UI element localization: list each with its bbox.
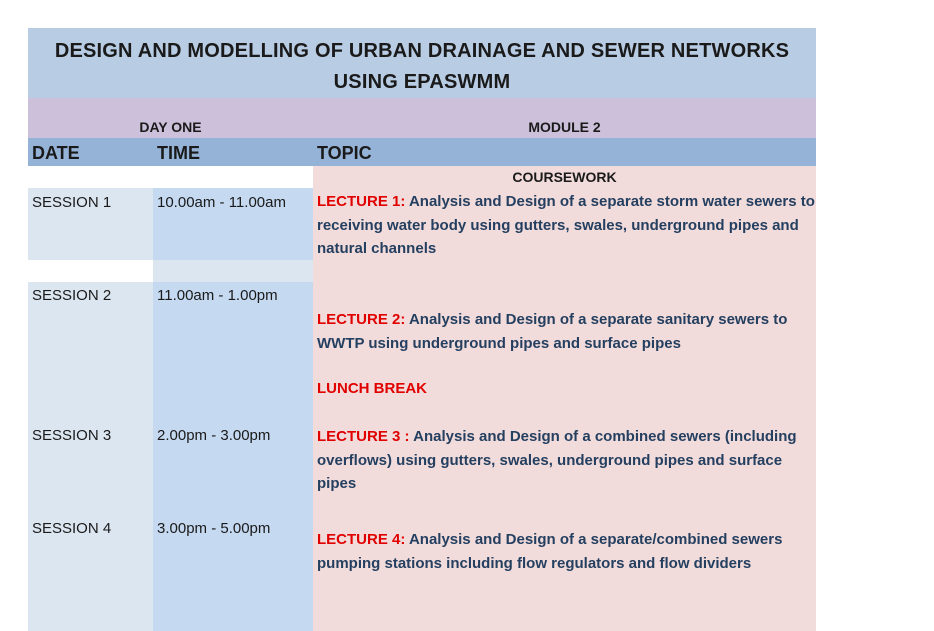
title-line-1: DESIGN AND MODELLING OF URBAN DRAINAGE AND SEWER NETWORKS: [54, 40, 790, 62]
lecture-4-description: Analysis and Design of a separate/combined sewers pumping stations including flow regulators and flow dividers: [317, 531, 783, 572]
lecture-3-description: Analysis and Design of a combined sewers (including overflows) using gutters, swales, underground pipes and surface pipes: [317, 428, 797, 492]
lecture-1-description: Analysis and Design of a separate storm water sewers to receiving water body using gutters, swales, underground pipes and natural channels: [317, 193, 815, 257]
column-header-date: DATE: [32, 143, 80, 163]
title-line-2: USING EPASWMM: [333, 71, 511, 93]
session-4-label: SESSION 4: [32, 520, 112, 537]
session-3-time: 2.00pm - 3.00pm: [157, 427, 271, 444]
lecture-2-topic: [317, 308, 816, 355]
session-1-time: 10.00am - 11.00am: [157, 194, 286, 211]
date-cell-sessions-2-4: [28, 282, 153, 631]
module-label: MODULE 2: [528, 119, 601, 135]
session-4-time: 3.00pm - 5.00pm: [157, 520, 271, 537]
session-2-label: SESSION 2: [32, 287, 112, 304]
column-header-topic: TOPIC: [317, 143, 372, 163]
lecture-3-label: LECTURE 3 :: [317, 428, 410, 445]
lecture-4-topic: [317, 528, 816, 575]
lecture-2-description: Analysis and Design of a separate sanitary sewers to WWTP using underground pipes and surface pipes: [317, 311, 788, 352]
lecture-2-label: LECTURE 2:: [317, 311, 406, 328]
session-3-label: SESSION 3: [32, 427, 112, 444]
coursework-label: COURSEWORK: [512, 169, 617, 185]
time-cell-sessions-2-4: [153, 282, 313, 631]
lecture-1-topic: [317, 190, 816, 261]
page-title: [28, 36, 816, 98]
column-header-time: TIME: [157, 143, 200, 163]
lecture-4-label: LECTURE 4:: [317, 531, 406, 548]
day-label: DAY ONE: [139, 119, 202, 135]
lecture-1-label: LECTURE 1:: [317, 193, 406, 210]
lunch-break-label: LUNCH BREAK: [317, 380, 427, 397]
column-header-band: [28, 138, 816, 166]
lunch-break: [317, 377, 816, 401]
session-1-label: SESSION 1: [32, 194, 112, 211]
lecture-3-topic: [317, 425, 816, 496]
time-gap-cell: [153, 260, 313, 282]
session-2-time: 11.00am - 1.00pm: [157, 287, 278, 304]
